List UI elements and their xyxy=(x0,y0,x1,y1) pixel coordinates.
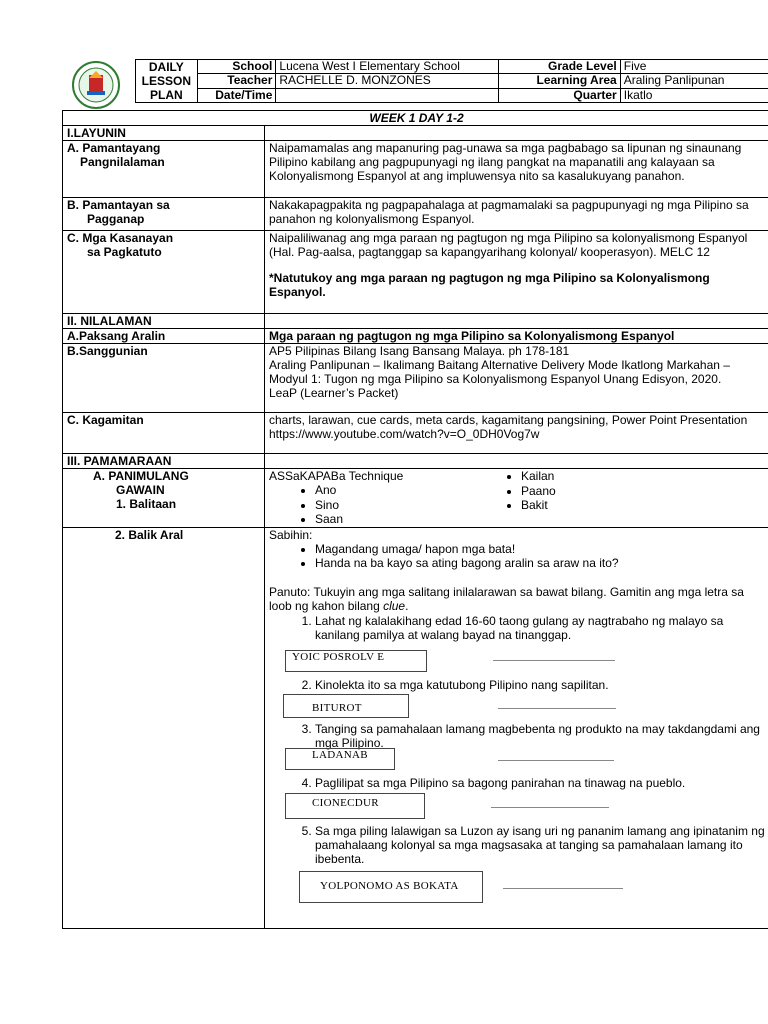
label-line: A. Pamantayang xyxy=(67,141,161,155)
question-list-right xyxy=(475,469,556,527)
label-line: sa Pagkatuto xyxy=(87,245,162,259)
technique-text: ASSaKAPABa Technique xyxy=(269,469,404,483)
answer-blank[interactable] xyxy=(493,660,615,661)
layunin-heading: I.LAYUNIN xyxy=(63,126,265,141)
plan-title-line: PLAN xyxy=(150,88,183,102)
label-line: 1. Balitaan xyxy=(116,497,177,511)
balik-aral-label: 2. Balik Aral xyxy=(63,527,265,928)
plan-title-line: DAILY xyxy=(148,60,184,74)
clue-box: BITUROT xyxy=(283,694,409,718)
school-label: School xyxy=(198,60,276,74)
plan-title-line: LESSON xyxy=(141,74,191,88)
list-item: • Sino xyxy=(315,498,475,513)
area-value: Araling Panlipunan xyxy=(620,74,768,88)
teacher-label: Teacher xyxy=(198,74,276,88)
answer-blank[interactable] xyxy=(491,807,609,808)
kasanayan-text: Naipaliliwanag ang mga paraan ng pagtugon ng mga Pilipino sa kolonyalismong Espanyol (Hal. Pag-aalsa, pagtanggap sa kapangyarihang kolonyal/ kooperasyon). MELC 12 xyxy=(269,231,748,259)
nilalaman-heading: II. NILALAMAN xyxy=(63,314,265,329)
kagamitan-link[interactable]: https://www.youtube.com/watch?v=O_0DH0Vog7w xyxy=(269,427,540,441)
answer-blank[interactable] xyxy=(498,760,614,761)
label-line: B. Pamantayan sa xyxy=(67,198,170,212)
lesson-table xyxy=(62,110,768,929)
kagamitan-label: C. Kagamitan xyxy=(63,413,265,454)
item-text: 4. Paglilipat sa mga Pilipino sa bagong panirahan na tinawag na pueblo. xyxy=(315,775,686,790)
clue-box: YOIC POSROLV E xyxy=(285,650,427,672)
sabihin-text: Sabihin: xyxy=(269,527,313,542)
sanggunian-line: LeaP (Learner’s Packet) xyxy=(269,386,399,400)
list-item: • Kailan xyxy=(521,469,556,484)
list-item: • Magandang umaga/ hapon mga bata! xyxy=(315,542,766,557)
item-text: 2. Kinolekta ito sa mga katutubong Pilipino nang sapilitan. xyxy=(315,677,609,692)
sanggunian-line: Araling Panlipunan – Ikalimang Baitang Alternative Delivery Mode Ikatlong Markahan – Modyul 1: Tugon ng mga Pilipino sa Kolonyalismong Espanyol Unang Edisyon, 2020. xyxy=(269,358,730,386)
question-list-left xyxy=(269,483,475,527)
label-line: Pangnilalaman xyxy=(80,155,165,169)
panuto-clue: clue xyxy=(383,598,406,613)
list-item: • Saan xyxy=(315,512,475,527)
sanggunian-line: AP5 Pilipinas Bilang Isang Bansang Malaya. ph 178-181 xyxy=(269,344,570,358)
answer-blank[interactable] xyxy=(498,708,616,709)
pamamaraan-heading: III. PAMAMARAAN xyxy=(63,454,265,469)
label-line: C. Mga Kasanayan xyxy=(67,231,174,245)
grade-value: Five xyxy=(620,60,768,74)
quarter-label: Quarter xyxy=(498,88,620,102)
area-label: Learning Area xyxy=(498,74,620,88)
grade-label: Grade Level xyxy=(498,60,620,74)
item-text: 3. Tanging sa pamahalaan lamang magbebenta ng produkto na may takdangdami ang mga Pilipino. xyxy=(315,721,760,750)
teacher-value: RACHELLE D. MONZONES xyxy=(276,74,498,88)
list-item xyxy=(312,721,766,776)
kagamitan-text: charts, larawan, cue cards, meta cards, kagamitang pangsining, Power Point Presentation xyxy=(269,413,748,427)
sanggunian-label: B.Sanggunian xyxy=(63,344,265,413)
list-item xyxy=(312,677,766,722)
list-item: • Bakit xyxy=(521,498,556,513)
answer-blank[interactable] xyxy=(503,888,623,889)
item-text: 1. Lahat ng kalalakihang edad 16-60 taong gulang ay nagtrabaho ng malayo sa kanilang pamilya at walang bayad na tinanggap. xyxy=(315,613,724,642)
list-item xyxy=(292,613,766,678)
panuto-main: Panuto: Tukuyin ang mga salitang inilalarawan sa bawat bilang. Gamitin ang mga letra sa loob ng kahon bilang xyxy=(269,584,744,613)
panuto-text xyxy=(269,585,766,613)
item-list xyxy=(269,614,766,906)
greeting-list xyxy=(269,542,766,571)
week-heading: WEEK 1 DAY 1-2 xyxy=(63,111,768,126)
list-item: • Ano xyxy=(315,483,475,498)
pagganap-text: Nakakapagpakita ng pagpapahalaga at pagmamalaki sa pagpupunyagi ng mga Pilipino sa panahon ng kolonyalismong Espanyol. xyxy=(265,198,768,231)
list-item xyxy=(315,824,766,906)
date-label: Date/Time xyxy=(198,88,276,102)
school-value: Lucena West I Elementary School xyxy=(276,60,498,74)
clue-box: YOLPONOMO AS BOKATA xyxy=(299,871,483,903)
header-table xyxy=(62,59,768,103)
label-line: Pagganap xyxy=(87,212,145,226)
label-line: GAWAIN xyxy=(116,483,165,497)
label-line: A. PANIMULANG xyxy=(93,469,189,483)
item-text: 5. Sa mga piling lalawigan sa Luzon ay isang uri ng pananim lamang ang ipinatanim ng pamahalaang kolonyal sa mga magsasaka at tanging sa pamahalaan lamang ito ibebenta. xyxy=(315,823,765,866)
list-item: • Handa na ba kayo sa ating bagong aralin sa araw na ito? xyxy=(315,556,766,571)
panuto-end: . xyxy=(405,598,409,613)
date-value xyxy=(276,88,498,102)
paksa-label: A.Paksang Aralin xyxy=(63,329,265,344)
clue-box: LADANAB xyxy=(285,748,395,770)
paksa-text: Mga paraan ng pagtugon ng mga Pilipino sa Kolonyalismong Espanyol xyxy=(265,329,768,344)
pamantayang-text: Naipamamalas ang mapanuring pag-unawa sa mga pagbabago sa lipunan ng sinaunang Pilipino kabilang ang pagpupunyagi ng ilang pangkat na mapanatili ang kalayaan sa Kolonyalismong Espanyol at ang impluwensya nito sa kasalukuyang panahon. xyxy=(265,141,768,198)
kasanayan-bold: *Natutukoy ang mga paraan ng pagtugon ng mga Pilipino sa Kolonyalismong Espanyol. xyxy=(269,271,710,299)
clue-box: CIONECDUR xyxy=(285,793,425,819)
list-item: • Paano xyxy=(521,484,556,499)
list-item xyxy=(312,775,766,824)
quarter-value: Ikatlo xyxy=(620,88,768,102)
